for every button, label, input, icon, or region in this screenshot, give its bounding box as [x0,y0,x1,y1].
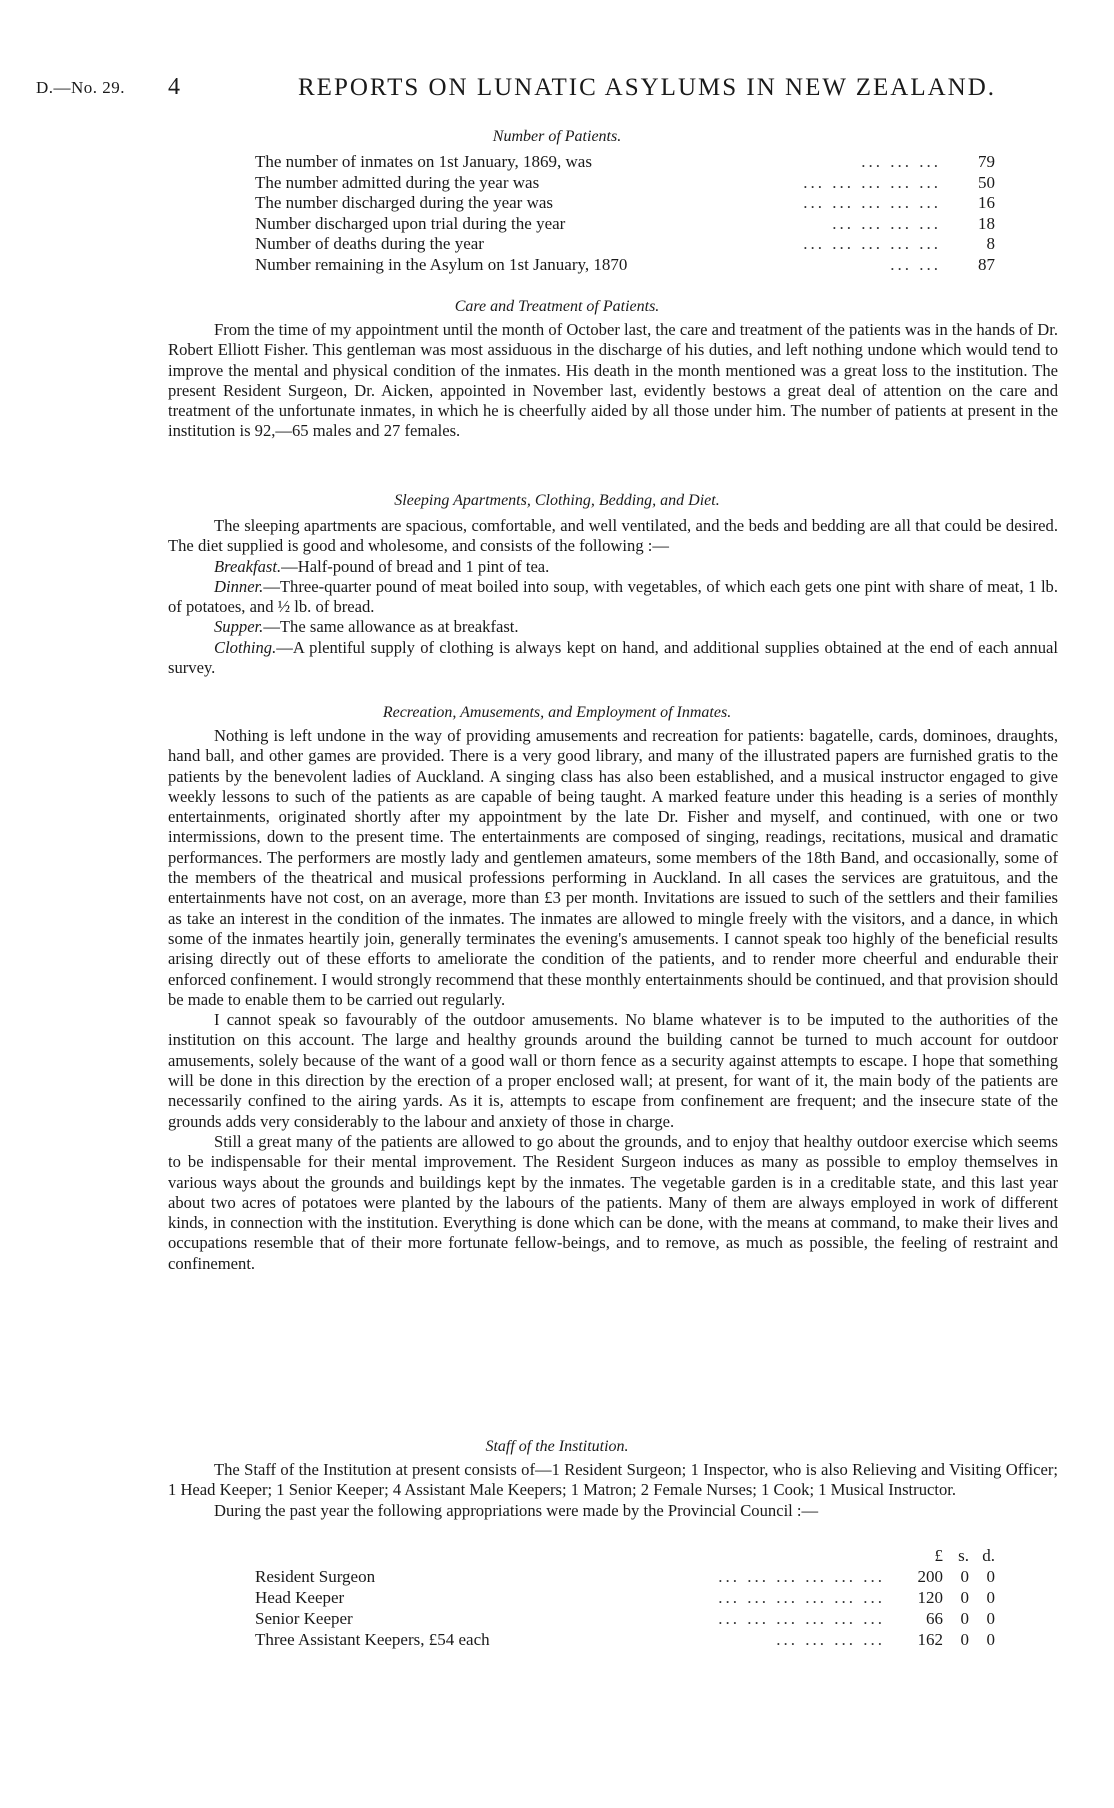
leader-dots: ... ... ... ... ... ... [718,1567,885,1586]
pence-value: 0 [986,1588,995,1607]
row-value: 8 [986,234,995,253]
pounds-value: 162 [917,1630,943,1649]
leader-dots: ... ... ... [861,152,941,171]
sleeping-paragraph: The sleeping apartments are spacious, comfortable, and well ventilated, and the beds and bedding are all that could be desired. The diet supplied is good and wholesome, and consists of the following :— [168,516,1058,556]
breakfast-label: Breakfast. [214,556,282,576]
pounds-column-header: £ [934,1546,943,1565]
row-label: Senior Keeper [255,1609,353,1628]
sleeping-section [168,516,1058,678]
shillings-value: 0 [960,1609,969,1628]
leader-dots: ... ... ... ... ... [803,172,941,192]
care-heading: Care and Treatment of Patients. [454,298,660,315]
sleeping-heading: Sleeping Apartments, Clothing, Bedding, and Diet. [394,492,720,509]
pence-value: 0 [986,1609,995,1628]
row-value: 50 [978,172,995,192]
breakfast-text: —Half-pound of bread and 1 pint of tea. [281,556,550,576]
pence-value: 0 [986,1567,995,1586]
row-label: Number of deaths during the year [255,234,484,253]
patients-statistics-table [255,152,995,275]
recreation-heading: Recreation, Amusements, and Employment of Inmates. [382,704,732,721]
leader-dots: ... ... ... ... [832,213,941,233]
table-row [255,152,995,173]
table-row [255,173,995,194]
shillings-value: 0 [960,1588,969,1607]
row-label: Three Assistant Keepers, £54 each [255,1630,490,1649]
row-value: 79 [978,152,995,171]
recreation-section [168,726,1058,1274]
pounds-value: 120 [917,1588,943,1607]
pounds-value: 66 [926,1609,943,1628]
table-row [255,1630,995,1651]
diet-dinner [168,577,1058,618]
document-reference: D.—No. 29. [36,78,126,97]
table-row [255,1588,995,1609]
row-label: Number discharged upon trial during the year [255,213,566,233]
shillings-column-header: s. [958,1546,969,1565]
row-label: The number admitted during the year was [255,172,540,192]
leader-dots: ... ... ... ... ... [803,193,941,212]
supper-label: Supper. [214,617,264,637]
supper-text: —The same allowance as at breakfast. [263,617,519,637]
leader-dots: ... ... ... ... [776,1630,885,1649]
row-value: 87 [978,254,995,274]
table-header [255,1546,995,1567]
page-title: REPORTS ON LUNATIC ASYLUMS IN NEW ZEALAND. [298,74,997,101]
shillings-value: 0 [960,1630,969,1649]
diet-clothing [168,638,1058,679]
pence-value: 0 [986,1630,995,1649]
dinner-label: Dinner. [214,576,264,596]
leader-dots: ... ... [890,254,941,274]
recreation-paragraph-1: Nothing is left undone in the way of providing amusements and recreation for patients: bagatelle, cards, dominoes, draughts, hand ball, and other games are provided. There is a very good library, and many of the illustrated papers are furnished gratis to the patients by the benevolent ladies of Auckland. A singing class has also been established, and a musical instructor engaged to give weekly lessons to such of the patients as are capable of being taught. A marked feature under this heading is a series of monthly entertainments, originated shortly after my appointment by the late Dr. Fisher and myself, and continued, with one or two intermissions, down to the present time. The entertainments are composed of singing, readings, recitations, musical and dramatic performances. The performers are mostly lady and gentlemen amateurs, some members of the 18th Band, and occasionally, some of the members of the theatrical and musical professions performing in Auckland. In all cases the services are gratuitous, and the entertainments have not cost, on an average, more than £3 per month. Invitations are issued to such of the settlers and their families as take an interest in the condition of the inmates. The inmates are allowed to mingle freely with the visitors, and a dance, in which some of the inmates heartily join, generally terminates the evening's amusements. I cannot speak too highly of the beneficial results arising directly out of these efforts to ameliorate the condition of the patients, and to render more cheerful and endurable their enforced confinement. I would strongly recommend that these monthly entertainments should be continued, and that provision should be made to enable them to be carried out regularly. [168,726,1058,1009]
care-paragraph: From the time of my appointment until the month of October last, the care and treatment of the patients was in the hands of Dr. Robert Elliott Fisher. This gentleman was most assiduous in the discharge of his duties, and left nothing undone which would tend to improve the mental and physical condition of the inmates. His death in the month mentioned was a great loss to the institution. The present Resident Surgeon, Dr. Aicken, appointed in November last, evidently bestows a great deal of attention on the care and treatment of the unfortunate inmates, in which he is cheerfully aided by all those under him. The number of patients at present in the institution is 92,—65 males and 27 females. [168,320,1058,441]
dinner-text: —Three-quarter pound of meat boiled into soup, with vegetables, of which each gets one pint with share of meat, 1 lb. of potatoes, and ½ lb. of bread. [168,576,1058,617]
page-number: 4 [168,74,180,100]
leader-dots: ... ... ... ... ... ... [718,1588,885,1607]
leader-dots: ... ... ... ... ... ... [718,1609,885,1628]
staff-paragraph-2: During the past year the following appropriations were made by the Provincial Council :— [214,1500,819,1520]
diet-supper [168,617,1058,637]
staff-heading: Staff of the Institution. [485,1438,629,1455]
table-row [255,1567,995,1588]
table-row [255,193,995,214]
row-value: 18 [978,213,995,233]
staff-paragraph-1: The Staff of the Institution at present consists of—1 Resident Surgeon; 1 Inspector, who is also Relieving and Visiting Officer; 1 Head Keeper; 1 Senior Keeper; 4 Assistant Male Keepers; 1 Matron; 2 Female Nurses; 1 Cook; 1 Musical Instructor. [168,1460,1058,1500]
recreation-paragraph-3: Still a great many of the patients are allowed to go about the grounds, and to enjoy that healthy outdoor exercise which seems to be indispensable for their mental improvement. The Resident Surgeon induces as many as possible to employ themselves in various ways about the grounds and buildings kept by the inmates. The vegetable garden is in a creditable state, and this last year about two acres of potatoes were planted by the labours of the patients. Many of them are always employed in work of different kinds, in connection with the institution. Everything is done which can be done, with the means at command, to make their lives and occupations resemble that of their more fortunate fellow-beings, and to remove, as much as possible, the feeling of restraint and confinement. [168,1131,1058,1273]
appropriations-table [255,1546,995,1651]
row-label: Resident Surgeon [255,1567,376,1586]
row-label: The number of inmates on 1st January, 1869, was [255,152,592,171]
table-row [255,214,995,235]
row-value: 16 [978,193,995,212]
table-row [255,1609,995,1630]
page-header [36,72,1076,108]
row-label: The number discharged during the year was [255,193,554,212]
pounds-value: 200 [917,1567,943,1586]
diet-breakfast [168,557,1058,577]
pence-column-header: d. [982,1546,995,1565]
patients-heading: Number of Patients. [492,128,622,145]
care-section [168,320,1058,442]
table-row [255,255,995,276]
row-label: Head Keeper [255,1588,345,1607]
clothing-label: Clothing. [214,637,277,657]
table-row [255,234,995,255]
staff-section [168,1460,1058,1521]
leader-dots: ... ... ... ... ... [803,234,941,253]
shillings-value: 0 [960,1567,969,1586]
row-label: Number remaining in the Asylum on 1st January, 1870 [255,254,628,274]
recreation-paragraph-2: I cannot speak so favourably of the outdoor amusements. No blame whatever is to be imputed to the authorities of the institution on this account. The large and healthy grounds around the building cannot be turned to much account for outdoor amusements, solely because of the want of a good wall or thorn fence as a security against attempts to escape. I hope that something will be done in this direction by the erection of a proper enclosed wall; at present, for want of it, the main body of the patients are necessarily confined to the airing yards. As it is, attempts to escape from confinement are frequent; and the insecure state of the grounds adds very considerably to the labour and anxiety of those in charge. [168,1010,1058,1131]
clothing-text: —A plentiful supply of clothing is always kept on hand, and additional supplies obtained at the end of each annual survey. [168,637,1058,678]
